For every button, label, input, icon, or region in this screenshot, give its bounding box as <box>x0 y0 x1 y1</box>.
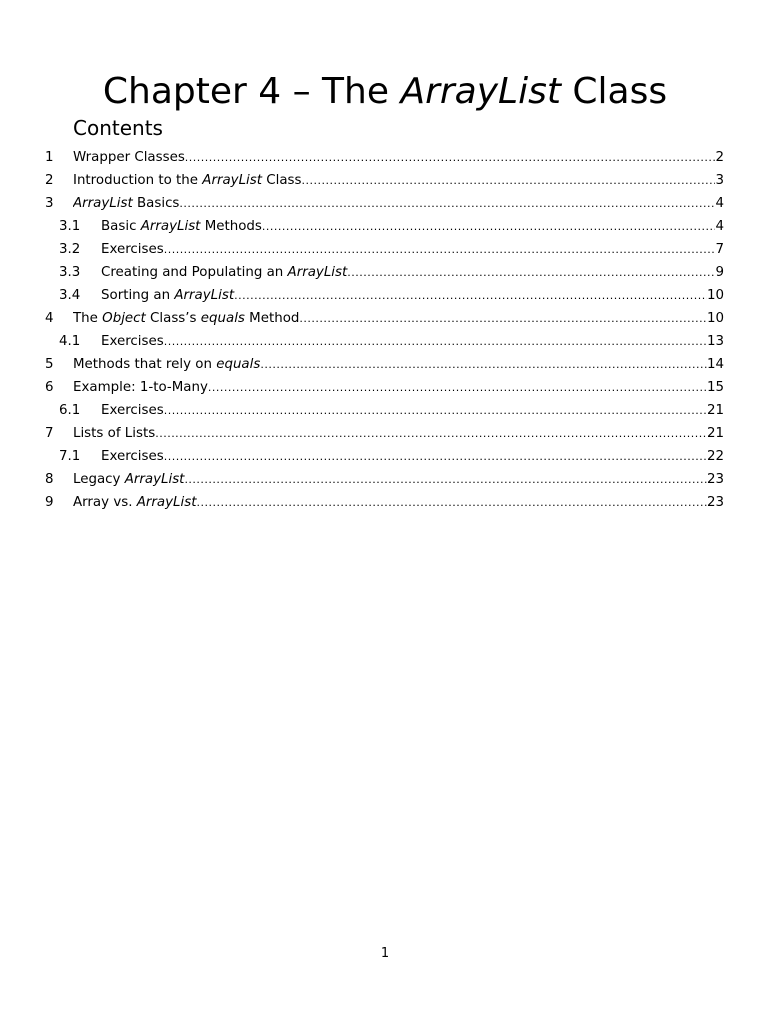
toc-entry-body <box>101 284 724 307</box>
toc-entry-page: 21 <box>706 426 724 441</box>
toc-entry-title <box>73 468 184 491</box>
toc-title-part: Wrapper Classes <box>73 150 185 165</box>
toc-entry-body <box>73 376 724 399</box>
toc-entry[interactable] <box>44 261 724 284</box>
toc-entry[interactable] <box>44 353 724 376</box>
toc-title-part: Lists of Lists <box>73 426 156 441</box>
toc-title-part: Basic <box>101 219 141 234</box>
toc-title-part: Exercises <box>101 449 164 464</box>
toc-entry-body <box>73 146 724 169</box>
toc-entry-title <box>101 215 262 238</box>
page-number: 1 <box>380 946 390 961</box>
toc-dot-leader <box>164 238 716 261</box>
toc-entry[interactable] <box>44 468 724 491</box>
toc-entry-body <box>73 307 724 330</box>
toc-entry-body <box>101 261 724 284</box>
toc-dot-leader <box>302 169 716 192</box>
toc-entry-number: 3 <box>45 196 54 211</box>
toc-entry-body <box>73 169 724 192</box>
toc-entry[interactable] <box>44 215 724 238</box>
toc-entry[interactable] <box>44 376 724 399</box>
toc-entry-title <box>101 238 164 261</box>
toc-entry[interactable] <box>44 146 724 169</box>
toc-entry-body <box>73 491 724 514</box>
toc-entry-page: 13 <box>706 334 724 349</box>
toc-title-italic-part: ArrayList <box>124 472 185 487</box>
toc-dot-leader <box>234 284 707 307</box>
toc-entry-body <box>101 399 724 422</box>
toc-title-part: Basics <box>132 196 180 211</box>
toc-entry-body <box>101 238 724 261</box>
toc-dot-leader <box>347 261 715 284</box>
toc-entry-number: 7 <box>45 426 54 441</box>
chapter-title-italic: ArrayList <box>400 71 561 113</box>
contents-heading: Contents <box>73 116 163 140</box>
toc-dot-leader <box>155 422 707 445</box>
toc-entry-page: 15 <box>706 380 724 395</box>
toc-dot-leader <box>179 192 715 215</box>
toc-entry-number: 2 <box>45 173 54 188</box>
toc-title-part: Sorting an <box>101 288 175 303</box>
toc-dot-leader <box>185 146 716 169</box>
toc-entry-title <box>73 491 196 514</box>
toc-title-italic-part: ArrayList <box>73 196 133 211</box>
toc-entry-number: 7.1 <box>59 449 81 464</box>
toc-title-part: Methods that rely on <box>73 357 217 372</box>
toc-entry[interactable] <box>44 307 724 330</box>
toc-entry-title <box>73 353 260 376</box>
toc-title-part: Class’s <box>145 311 201 326</box>
toc-entry-page: 14 <box>706 357 724 372</box>
toc-title-italic-part: ArrayList <box>202 173 262 188</box>
toc-dot-leader <box>299 307 707 330</box>
toc-entry-title <box>73 307 299 330</box>
toc-title-part: Introduction to the <box>73 173 203 188</box>
toc-entry-body <box>101 215 724 238</box>
toc-entry-page: 9 <box>715 265 724 280</box>
toc-title-italic-part: ArrayList <box>136 495 197 510</box>
toc-entry-page: 21 <box>706 403 724 418</box>
toc-entry[interactable] <box>44 491 724 514</box>
toc-entry-page: 4 <box>715 196 724 211</box>
toc-entry[interactable] <box>44 445 724 468</box>
toc-entry-page: 23 <box>706 472 724 487</box>
toc-title-part: Exercises <box>101 242 164 257</box>
toc-entry-body <box>73 353 724 376</box>
toc-dot-leader <box>196 491 706 514</box>
toc-entry[interactable] <box>44 399 724 422</box>
toc-title-italic-part: Object <box>102 311 146 326</box>
chapter-title-prefix: Chapter 4 – The <box>102 71 401 113</box>
toc-entry-number: 5 <box>45 357 54 372</box>
toc-title-part: Class <box>262 173 302 188</box>
toc-title-part: Legacy <box>73 472 125 487</box>
toc-entry-number: 3.3 <box>59 265 81 280</box>
toc-entry-page: 2 <box>715 150 724 165</box>
toc-entry-title <box>101 445 164 468</box>
toc-title-italic-part: ArrayList <box>174 288 235 303</box>
toc-entry-number: 3.2 <box>59 242 81 257</box>
toc-entry[interactable] <box>44 330 724 353</box>
toc-entry-page: 4 <box>715 219 724 234</box>
chapter-title-suffix: Class <box>560 71 668 113</box>
toc-entry[interactable] <box>44 169 724 192</box>
toc-entry-title <box>73 169 302 192</box>
toc-title-italic-part: ArrayList <box>140 219 201 234</box>
toc-title-part: Array vs. <box>73 495 137 510</box>
toc-title-italic-part: equals <box>200 311 245 326</box>
toc-entry-title <box>73 146 185 169</box>
toc-entry-title <box>101 399 164 422</box>
toc-entry-page: 10 <box>706 288 724 303</box>
toc-entry-body <box>101 445 724 468</box>
toc-entry-title <box>73 376 208 399</box>
toc-entry-page: 22 <box>706 449 724 464</box>
toc-entry-number: 4.1 <box>59 334 81 349</box>
toc-entry-page: 10 <box>706 311 724 326</box>
toc-entry-body <box>101 330 724 353</box>
toc-dot-leader <box>262 215 716 238</box>
toc-entry-number: 3.4 <box>59 288 81 303</box>
toc-title-part: Exercises <box>101 334 164 349</box>
toc-title-italic-part: equals <box>216 357 261 372</box>
toc-dot-leader <box>260 353 707 376</box>
toc-dot-leader <box>208 376 707 399</box>
toc-title-part: Method <box>244 311 300 326</box>
toc-entry[interactable] <box>44 284 724 307</box>
toc-entry-number: 1 <box>45 150 54 165</box>
toc-entry-title <box>101 330 164 353</box>
toc-entry[interactable] <box>44 192 724 215</box>
toc-entry-number: 6 <box>45 380 54 395</box>
toc-dot-leader <box>164 399 707 422</box>
toc-title-part: Methods <box>200 219 262 234</box>
toc-title-part: Example: 1-to-Many <box>73 380 208 395</box>
toc-entry-page: 7 <box>715 242 724 257</box>
toc-title-italic-part: ArrayList <box>287 265 348 280</box>
toc-entry-title <box>73 422 155 445</box>
toc-entry-title <box>101 284 234 307</box>
toc-dot-leader <box>164 330 707 353</box>
toc-title-part: Creating and Populating an <box>101 265 288 280</box>
toc-entry-number: 6.1 <box>59 403 81 418</box>
toc-entry-page: 3 <box>715 173 724 188</box>
toc-title-part: The <box>73 311 103 326</box>
toc-title-part: Exercises <box>101 403 164 418</box>
toc-entry-body <box>73 422 724 445</box>
toc-entry-number: 3.1 <box>59 219 81 234</box>
toc-dot-leader <box>164 445 707 468</box>
chapter-title <box>0 68 770 116</box>
toc-entry-body <box>73 192 724 215</box>
toc-dot-leader <box>184 468 707 491</box>
toc-entry[interactable] <box>44 422 724 445</box>
toc-entry-title <box>101 261 347 284</box>
toc-entry-page: 23 <box>706 495 724 510</box>
toc-entry-title <box>73 192 179 215</box>
toc-entry-number: 4 <box>45 311 54 326</box>
toc-entry-number: 8 <box>45 472 54 487</box>
toc-entry-body <box>73 468 724 491</box>
toc-entry[interactable] <box>44 238 724 261</box>
toc-entry-number: 9 <box>45 495 54 510</box>
table-of-contents <box>44 146 724 514</box>
